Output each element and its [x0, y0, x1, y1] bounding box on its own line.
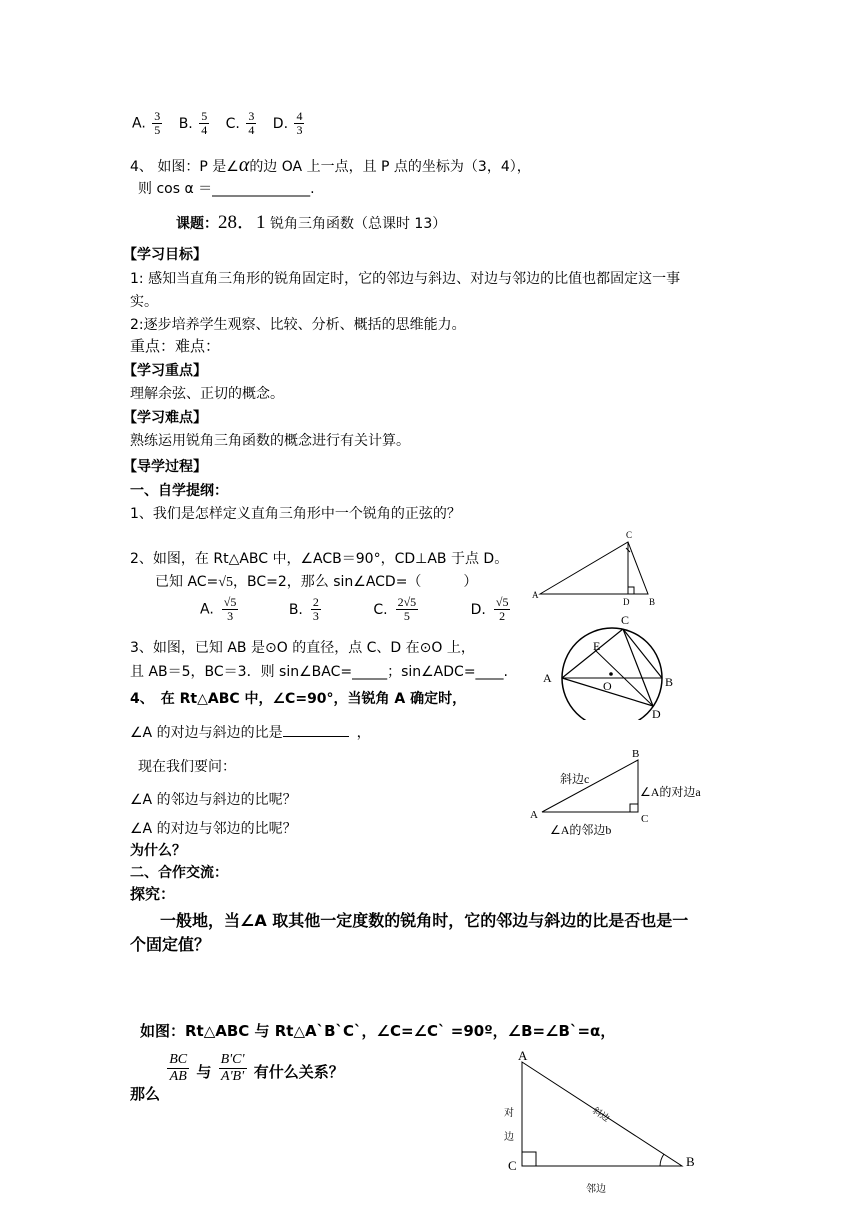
fig4-label-c: C — [508, 1158, 517, 1173]
option-d-label: D. — [272, 115, 289, 132]
fig1-label-b: B — [649, 597, 656, 607]
option-a-fraction: $\frac{3}{5}$ — [154, 109, 161, 137]
explore-text: 一般地，当∠A 取其他一定度数的锐角时，它的邻边与斜边的比是否也是一 — [160, 911, 689, 930]
figure-altitude-triangle — [528, 528, 668, 608]
ask-2: ∠A 的对边与邻边的比呢？ — [130, 821, 297, 837]
option-a-label: A. — [132, 115, 146, 132]
fig4-opp-label-1: 对 — [504, 1108, 514, 1119]
fig2-label-e: E — [593, 639, 601, 653]
fig3-label-a: A — [530, 809, 538, 821]
fig3-opp-label: ∠A的对边a — [640, 785, 701, 799]
s1-question-3-cont: 且 AB＝5，BC＝3．则 sin∠BAC=_____；sin∠ADC=____. — [130, 664, 508, 680]
s1-question-2: 2、如图，在 Rt△ABC 中，∠ACB＝90°，CD⊥AB 于点 D。 — [130, 551, 509, 567]
fig2-label-o: O — [603, 679, 612, 693]
option-c-fraction: $\frac{3}{4}$ — [248, 109, 255, 137]
why: 为什么？ — [130, 843, 186, 859]
s1-question-1: 1、我们是怎样定义直角三角形中一个锐角的正弦的？ — [130, 506, 461, 522]
compare-line: 如图：Rt△ABC 与 Rt△A`B`C`，∠C=∠C` =90º，∠B=∠B`=α， — [140, 1022, 616, 1040]
s1-question-4-cont: ∠A 的对边与斜边的比是 ， — [130, 722, 371, 742]
fig1-label-a: A — [532, 590, 539, 600]
fig3-label-b: B — [632, 748, 640, 760]
s1-question-3: 3、如图，已知 AB 是⊙O 的直径，点 C、D 在⊙O 上， — [130, 640, 475, 656]
goal-1-cont: 实。 — [130, 294, 158, 310]
fig3-label-c: C — [641, 813, 649, 825]
figure-circle — [535, 608, 695, 720]
fig3-hyp-label: 斜边c — [560, 772, 590, 786]
q4-line1: 4、 如图：P 是∠α的边 OA 上一点，且 P 点的坐标为（3，4）， — [130, 154, 531, 176]
section-2-title: 二、合作交流： — [130, 865, 228, 881]
fig2-label-b: B — [665, 675, 674, 689]
option-c-label: C. — [225, 115, 240, 132]
option-b-label: B. — [178, 115, 193, 132]
goal-2: 2:逐步培养学生观察、比较、分析、概括的思维能力。 — [130, 317, 466, 333]
fig4-hyp-label: 斜边 — [590, 1105, 612, 1124]
key-points: 重点：难点： — [130, 337, 221, 355]
fig3-adj-label: ∠A的邻边b — [550, 823, 612, 837]
answer-blank: ______________ — [212, 181, 311, 197]
option-b-fraction: $\frac{5}{4}$ — [201, 109, 208, 137]
fig1-label-d: D — [623, 597, 630, 607]
s1-question-2-cont: 已知 AC=√5，BC=2，那么 sin∠ACD=（ ） — [155, 574, 478, 590]
fig2-label-c: C — [621, 613, 630, 627]
fig4-adj-label: 邻边 — [586, 1184, 606, 1195]
fig2-label-d: D — [652, 707, 661, 720]
explore-label: 探究： — [130, 885, 176, 903]
ask-1: ∠A 的邻边与斜边的比呢？ — [130, 792, 297, 808]
now-ask: 现在我们要问： — [138, 759, 236, 775]
fig2-label-a: A — [543, 671, 552, 685]
section-1-title: 一、自学提纲： — [130, 483, 228, 499]
fig4-label-a: A — [518, 1048, 528, 1063]
process-heading: 【导学过程】 — [123, 459, 207, 475]
option-d-fraction: $\frac{4}{3}$ — [296, 109, 303, 137]
fig4-label-b: B — [686, 1154, 695, 1169]
goals-heading: 【学习目标】 — [123, 247, 207, 263]
goal-1: 1: 感知当直角三角形的锐角固定时，它的邻边与斜边、对边与邻边的比值也都固定这一事 — [130, 271, 681, 287]
fig1-label-c: C — [626, 530, 633, 540]
figure-labeled-triangle — [528, 746, 728, 840]
s1-q2-options: A. $\frac{√5}{3}$ B. $\frac{2}{3}$ C. $\frac{2√5}{5}$ D. $\frac{√5}{2}$ — [200, 595, 509, 623]
difficulty-heading: 【学习难点】 — [123, 410, 207, 426]
focus-text: 理解余弦、正切的概念。 — [130, 386, 284, 402]
s1-question-4: 4、 在 Rt△ABC 中，∠C=90°，当锐角 A 确定时， — [130, 691, 467, 707]
q4-line2: 则 cos α ＝______________. — [138, 181, 315, 197]
difficulty-text: 熟练运用锐角三角函数的概念进行有关计算。 — [130, 433, 410, 449]
q3-options — [132, 110, 306, 137]
figure-large-triangle — [500, 1044, 720, 1200]
explore-text-cont: 个固定值？ — [130, 935, 211, 954]
relation-question: 那么 $\frac{BC}{AB}$ 与 $\frac{B'C'}{A'B'}$ 有什么关系？ — [130, 1052, 344, 1103]
focus-heading: 【学习重点】 — [123, 363, 207, 379]
lesson-title: 课题：28．1 锐角三角函数（总课时 13） — [176, 212, 447, 233]
fig4-opp-label-2: 边 — [504, 1132, 514, 1143]
